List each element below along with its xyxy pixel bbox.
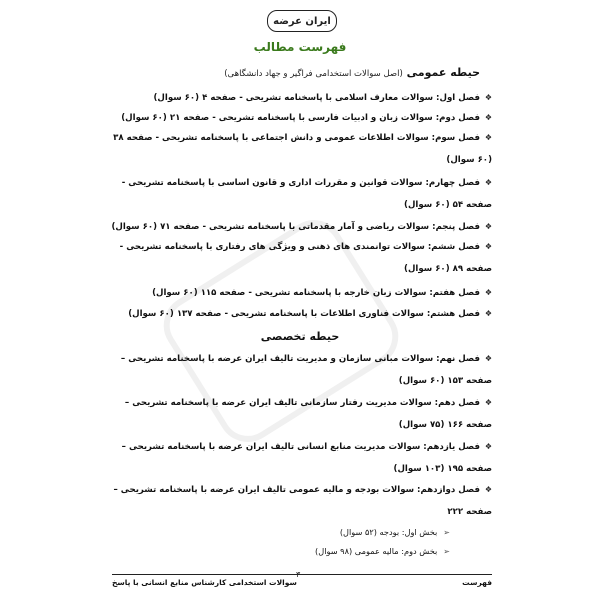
diamond-bullet-icon: ❖ — [484, 113, 492, 122]
toc-item[interactable]: ❖فصل اول: سوالات معارف اسلامی با پاسخنامه تشریحی - صفحه ۴ (۶۰ سوال) — [102, 86, 492, 110]
diamond-bullet-icon: ❖ — [484, 93, 492, 102]
toc-item[interactable]: ❖فصل دهم: سوالات مدیریت رفتار سازمانی تالیف ایران عرضه با پاسخنامه تشریحی – صفحه ۱۶۶ (۷۵ سوال) — [102, 392, 492, 436]
toc-item[interactable]: ❖فصل دوازدهم: سوالات بودجه و مالیه عمومی تالیف ایران عرضه با پاسخنامه تشریحی – صفحه ۲۲۲ — [102, 479, 492, 523]
general-section-note: (اصل سوالات استخدامی فراگیر و جهاد دانشگاهی) — [224, 69, 403, 79]
page-number: ۳ — [296, 570, 301, 579]
toc-subitem[interactable]: ➢بخش دوم: مالیه عمومی (۹۸ سوال) — [315, 546, 450, 556]
toc-title: فهرست مطالب — [253, 40, 347, 54]
diamond-bullet-icon: ❖ — [484, 485, 492, 494]
toc-item[interactable]: ❖فصل هشتم: سوالات فناوری اطلاعات با پاسخنامه تشریحی - صفحه ۱۳۷ (۶۰ سوال) — [102, 302, 492, 326]
diamond-bullet-icon: ❖ — [484, 178, 492, 187]
footer-section-label: فهرست — [462, 578, 492, 587]
toc-subitem[interactable]: ➢بخش اول: بودجه (۵۲ سوال) — [339, 527, 450, 537]
diamond-bullet-icon: ❖ — [484, 242, 492, 251]
diamond-bullet-icon: ❖ — [484, 442, 492, 451]
specialized-section-title: حیطه تخصصی — [260, 330, 340, 343]
toc-item[interactable]: ❖فصل نهم: سوالات مبانی سازمان و مدیریت تالیف ایران عرضه با پاسخنامه تشریحی – صفحه ۱۵۳ (۶۰ سوال) — [102, 348, 492, 392]
diamond-bullet-icon: ❖ — [484, 354, 492, 363]
toc-item[interactable]: ❖فصل ششم: سوالات توانمندی های ذهنی و ویژگی های رفتاری با پاسخنامه تشریحی - صفحه ۸۹ (۶۰ سوال) — [102, 236, 492, 280]
diamond-bullet-icon: ❖ — [484, 222, 492, 231]
toc-item[interactable]: ❖فصل هفتم: سوالات زبان خارجه با پاسخنامه تشریحی - صفحه ۱۱۵ (۶۰ سوال) — [102, 281, 492, 305]
brand-logo: ایران عرضه — [267, 10, 337, 32]
footer-book-title: سوالات استخدامی کارشناس منابع انسانی با پاسخ — [112, 578, 297, 587]
diamond-bullet-icon: ❖ — [484, 398, 492, 407]
general-section-title: حیطه عمومی — [406, 66, 480, 79]
diamond-bullet-icon: ❖ — [484, 309, 492, 318]
general-section-heading — [224, 66, 480, 79]
toc-item[interactable]: ❖فصل سوم: سوالات اطلاعات عمومی و دانش اجتماعی با پاسخنامه تشریحی - صفحه ۳۸ (۶۰ سوال) — [102, 127, 492, 171]
toc-item[interactable]: ❖فصل چهارم: سوالات قوانین و مقررات اداری و قانون اساسی با پاسخنامه تشریحی - صفحه ۵۴ (۶۰ سوال) — [102, 172, 492, 216]
arrow-bullet-icon: ➢ — [443, 547, 450, 556]
arrow-bullet-icon: ➢ — [443, 528, 450, 537]
footer-divider — [112, 574, 492, 575]
diamond-bullet-icon: ❖ — [484, 133, 492, 142]
toc-item[interactable]: ❖فصل یازدهم: سوالات مدیریت منابع انسانی تالیف ایران عرضه با پاسخنامه تشریحی – صفحه ۱۹۵ (۱۰۳ سوال) — [102, 436, 492, 480]
toc-item[interactable]: ❖فصل پنجم: سوالات ریاضی و آمار مقدماتی با پاسخنامه تشریحی - صفحه ۷۱ (۶۰ سوال) — [102, 215, 492, 239]
diamond-bullet-icon: ❖ — [484, 288, 492, 297]
toc-item[interactable]: ❖فصل دوم: سوالات زبان و ادبیات فارسی با پاسخنامه تشریحی - صفحه ۲۱ (۶۰ سوال) — [102, 106, 492, 130]
